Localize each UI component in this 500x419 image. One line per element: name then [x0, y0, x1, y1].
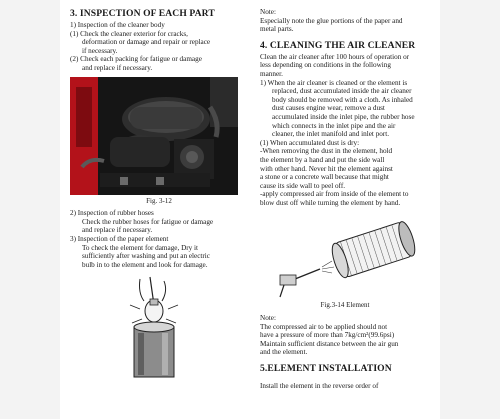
- bulb-inspection-sketch: [110, 275, 200, 379]
- step-1-line-3: body should be removed with a cloth. As inhaled: [272, 95, 413, 104]
- engine-photo-illustration: [70, 77, 238, 195]
- note-line-1: Especially note the glue portions of the paper and: [260, 16, 403, 25]
- section-3-heading: 3. INSPECTION OF EACH PART: [70, 8, 215, 19]
- element-figure: [260, 211, 430, 299]
- page-margin-right: [440, 0, 500, 419]
- item-1-1: (1) Check the cleaner exterior for cracks,: [70, 29, 188, 38]
- item-3-text-cont2: bulb in to the element and look for damage.: [82, 260, 208, 269]
- step-1-line-2: replaced, dust accumulated inside the air cleaner: [272, 87, 412, 96]
- note2-line-2: have a pressure of more than 7kg/cm²(99.6psi): [260, 331, 395, 340]
- section-5-heading: 5.ELEMENT INSTALLATION: [260, 363, 392, 375]
- step-1-line-6: which connects in the inlet pipe and the air: [272, 121, 396, 130]
- step-2-line-1: (1) When accumulated dust is dry:: [260, 138, 360, 147]
- note2-line-3: Maintain sufficient distance between the air gun: [260, 339, 399, 348]
- air-cleaner-engine-photo: [70, 77, 238, 195]
- item-2-text-cont: and replace if necessary.: [82, 226, 153, 235]
- right-column: [260, 8, 430, 391]
- step-2-line-5: a stone or a concrete wall because that might: [260, 173, 389, 182]
- bulb-in-element-drawing: [110, 275, 200, 379]
- item-1-2: (2) Check each packing for fatigue or damage: [70, 55, 202, 64]
- item-1: 1) Inspection of the cleaner body: [70, 21, 165, 29]
- step-2-line-6: cause its side wall to peel off.: [260, 181, 346, 190]
- intro-line-2: less depending on conditions in the following: [260, 61, 391, 70]
- note2-line-4: and the element.: [260, 348, 308, 357]
- item-3-text: To check the element for damage, Dry it: [82, 243, 199, 252]
- fig-3-14-caption: Fig.3-14 Element: [320, 301, 370, 310]
- note2-title: Note:: [260, 314, 276, 323]
- step-1-line-1: 1) When the air cleaner is cleaned or the element is: [260, 78, 408, 87]
- note-line-2: metal parts.: [260, 25, 294, 34]
- item-1-1-cont2: if necessary.: [82, 46, 118, 55]
- item-1-2-cont: and replace if necessary.: [82, 63, 153, 72]
- air-gun-element-drawing: [260, 211, 430, 299]
- item-2-text: Check the rubber hoses for fatigue or damage: [82, 217, 214, 226]
- item-1-1-cont: deformation or damage and repair or replace: [82, 38, 211, 47]
- manual-page: [60, 8, 440, 419]
- step-1-line-5: accumulated inside the inlet pipe, the rubber hose: [272, 112, 415, 121]
- fig-3-12-caption: Fig. 3-12: [146, 196, 172, 205]
- note2-line-1: The compressed air to be applied should not: [260, 322, 388, 331]
- step-2-line-7: -apply compressed air from inside of the element to: [260, 190, 409, 199]
- intro-line-1: Clean the air cleaner after 100 hours of operation or: [260, 52, 410, 61]
- intro-line-3: manner.: [260, 69, 283, 78]
- section-4-heading: 4. CLEANING THE AIR CLEANER: [260, 39, 416, 51]
- note-title: Note:: [260, 8, 276, 16]
- step-2-line-8: blow dust off while turning the element by hand.: [260, 198, 401, 207]
- step-2-line-2: -When removing the dust in the element, hold: [260, 147, 393, 156]
- install-line: Install the element in the reverse order of: [260, 382, 379, 391]
- step-2-line-4: with other hand. Never hit the element against: [260, 164, 393, 173]
- step-2-line-3: the element by a hand and put the side wall: [260, 155, 385, 164]
- step-1-line-7: cleaner, the inlet manifold and inlet port.: [272, 130, 390, 139]
- left-column: [70, 8, 248, 379]
- item-2: 2) Inspection of rubber hoses: [70, 209, 154, 218]
- page-margin-left: [0, 0, 60, 419]
- item-3: 3) Inspection of the paper element: [70, 234, 169, 243]
- step-1-line-4: dust causes engine wear, remove a dust: [272, 104, 385, 113]
- item-3-text-cont: sufficiently after washing and put an electric: [82, 252, 210, 261]
